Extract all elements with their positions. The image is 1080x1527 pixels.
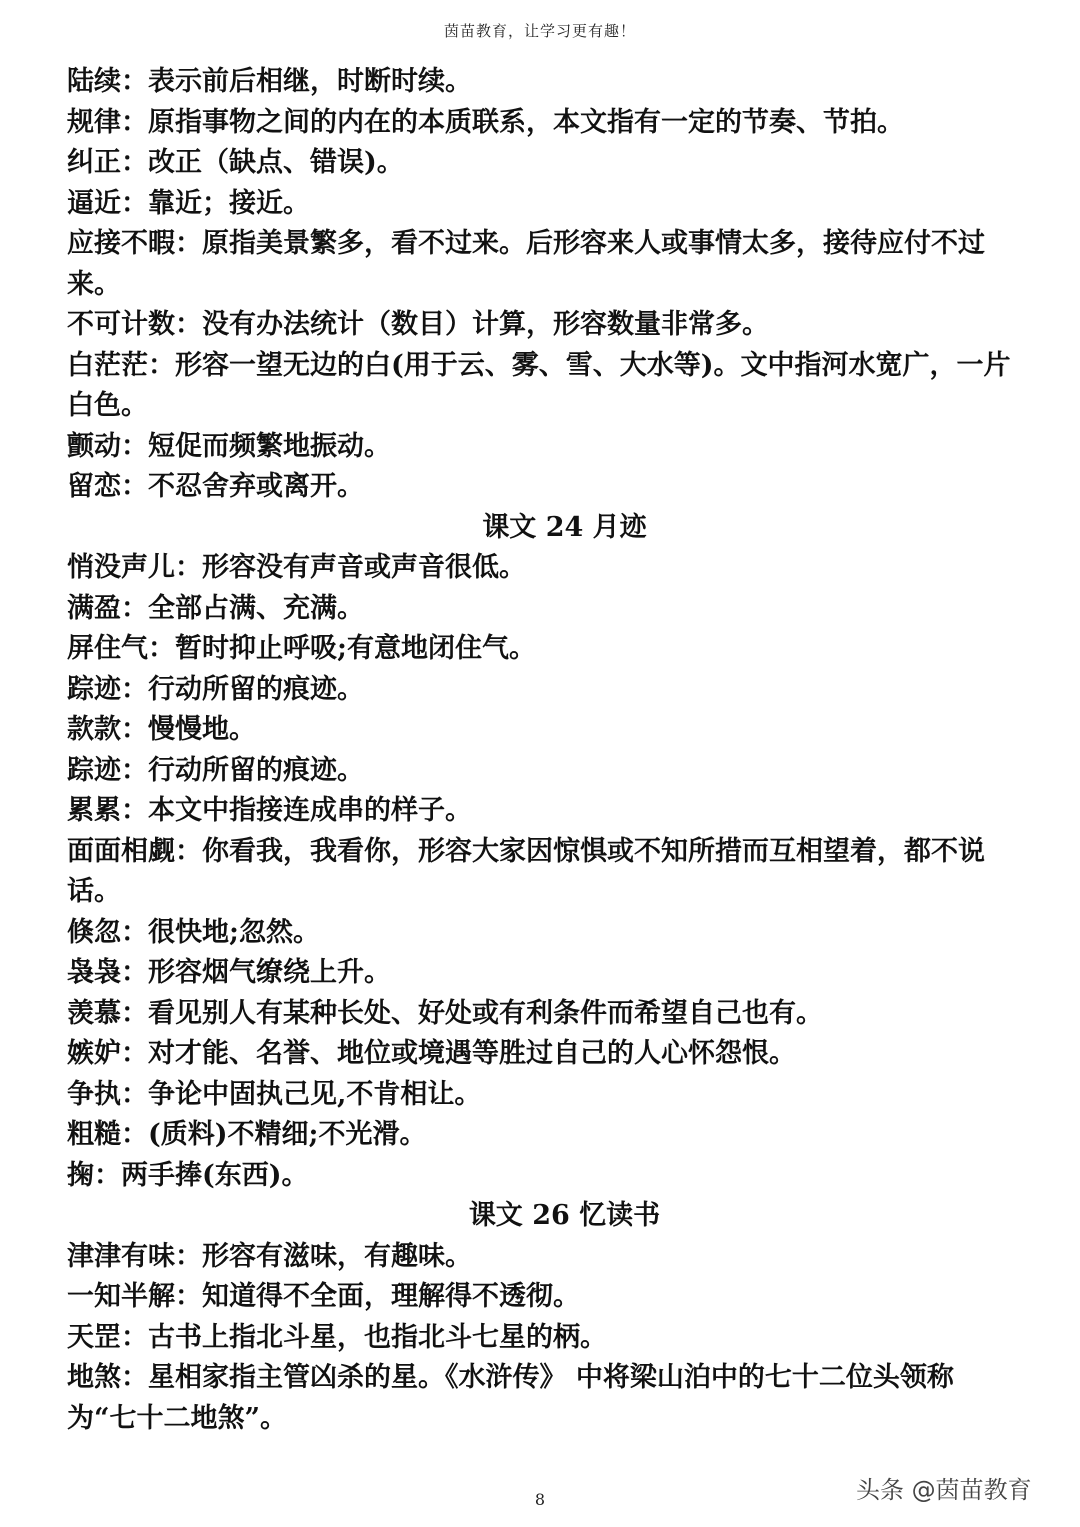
vocab-entry: 踪迹：行动所留的痕迹。 [67, 754, 364, 786]
vocab-entry: 陆续：表示前后相继，时断时续。 [67, 66, 472, 97]
vocab-entry: 羡慕：看见别人有某种长处、好处或有利条件而希望自己也有。 [67, 997, 823, 1029]
section-title-lesson-26: 课文 26 忆读书 [468, 1200, 661, 1231]
vocab-entry: 不可计数：没有办法统计（数目）计算，形容数量非常多。 [67, 309, 769, 340]
page-number: 8 [534, 1490, 546, 1509]
vocab-entry: 款款：慢慢地。 [67, 714, 256, 745]
vocab-entry: 白茫茫：形容一望无边的白(用于云、雾、雪、大水等)。文中指河水宽广，一片白色。 [67, 349, 1011, 421]
vocab-entry: 规律：原指事物之间的内在的本质联系，本文指有一定的节奏、节拍。 [67, 106, 904, 138]
vocab-entry: 袅袅：形容烟气缭绕上升。 [67, 957, 391, 988]
vocab-entry: 一知半解：知道得不全面，理解得不透彻。 [67, 1281, 580, 1312]
vocab-entry: 倏忽：很快地;忽然。 [67, 916, 320, 948]
vocab-entry: 争执：争论中固执己见,不肯相让。 [67, 1078, 482, 1110]
vocab-entry: 面面相觑：你看我，我看你，形容大家因惊惧或不知所措而互相望着，都不说话。 [67, 835, 985, 907]
vocab-entry: 应接不暇：原指美景繁多，看不过来。后形容来人或事情太多，接待应付不过来。 [67, 228, 985, 300]
vocab-entry: 嫉妒：对才能、名誉、地位或境遇等胜过自己的人心怀怨恨。 [67, 1038, 796, 1069]
vocab-entry: 颤动：短促而频繁地振动。 [67, 430, 391, 462]
vocab-entry: 逼近：靠近；接近。 [67, 187, 310, 219]
document-body [67, 62, 1022, 1439]
vocab-entry: 累累：本文中指接连成串的样子。 [67, 795, 472, 826]
vocab-entry: 悄没声儿：形容没有声音或声音很低。 [67, 552, 526, 583]
page-header: 茵苗教育，让学习更有趣！ [443, 22, 636, 40]
vocab-entry: 纠正：改正（缺点、错误)。 [67, 147, 404, 178]
vocab-entry: 地煞：星相家指主管凶杀的星。《水浒传》 中将梁山泊中的七十二位头领称为“七十二地煞”。 [67, 1362, 954, 1434]
watermark: 头条 @茵苗教育 [856, 1476, 1032, 1504]
vocab-entry: 粗糙：(质料)不精细;不光滑。 [67, 1119, 427, 1150]
vocab-entry: 天罡：古书上指北斗星，也指北斗七星的柄。 [67, 1321, 607, 1353]
vocab-entry: 屏住气：暂时抑止呼吸;有意地闭住气。 [67, 633, 536, 664]
vocab-entry: 津津有味：形容有滋味，有趣味。 [67, 1240, 472, 1272]
vocab-entry: 踪迹：行动所留的痕迹。 [67, 673, 364, 705]
section-title-lesson-24: 课文 24 月迹 [482, 511, 647, 543]
vocab-entry: 满盈：全部占满、充满。 [67, 592, 364, 624]
vocab-entry: 留恋：不忍舍弃或离开。 [67, 471, 364, 502]
vocab-entry: 掬：两手捧(东西)。 [67, 1159, 309, 1191]
